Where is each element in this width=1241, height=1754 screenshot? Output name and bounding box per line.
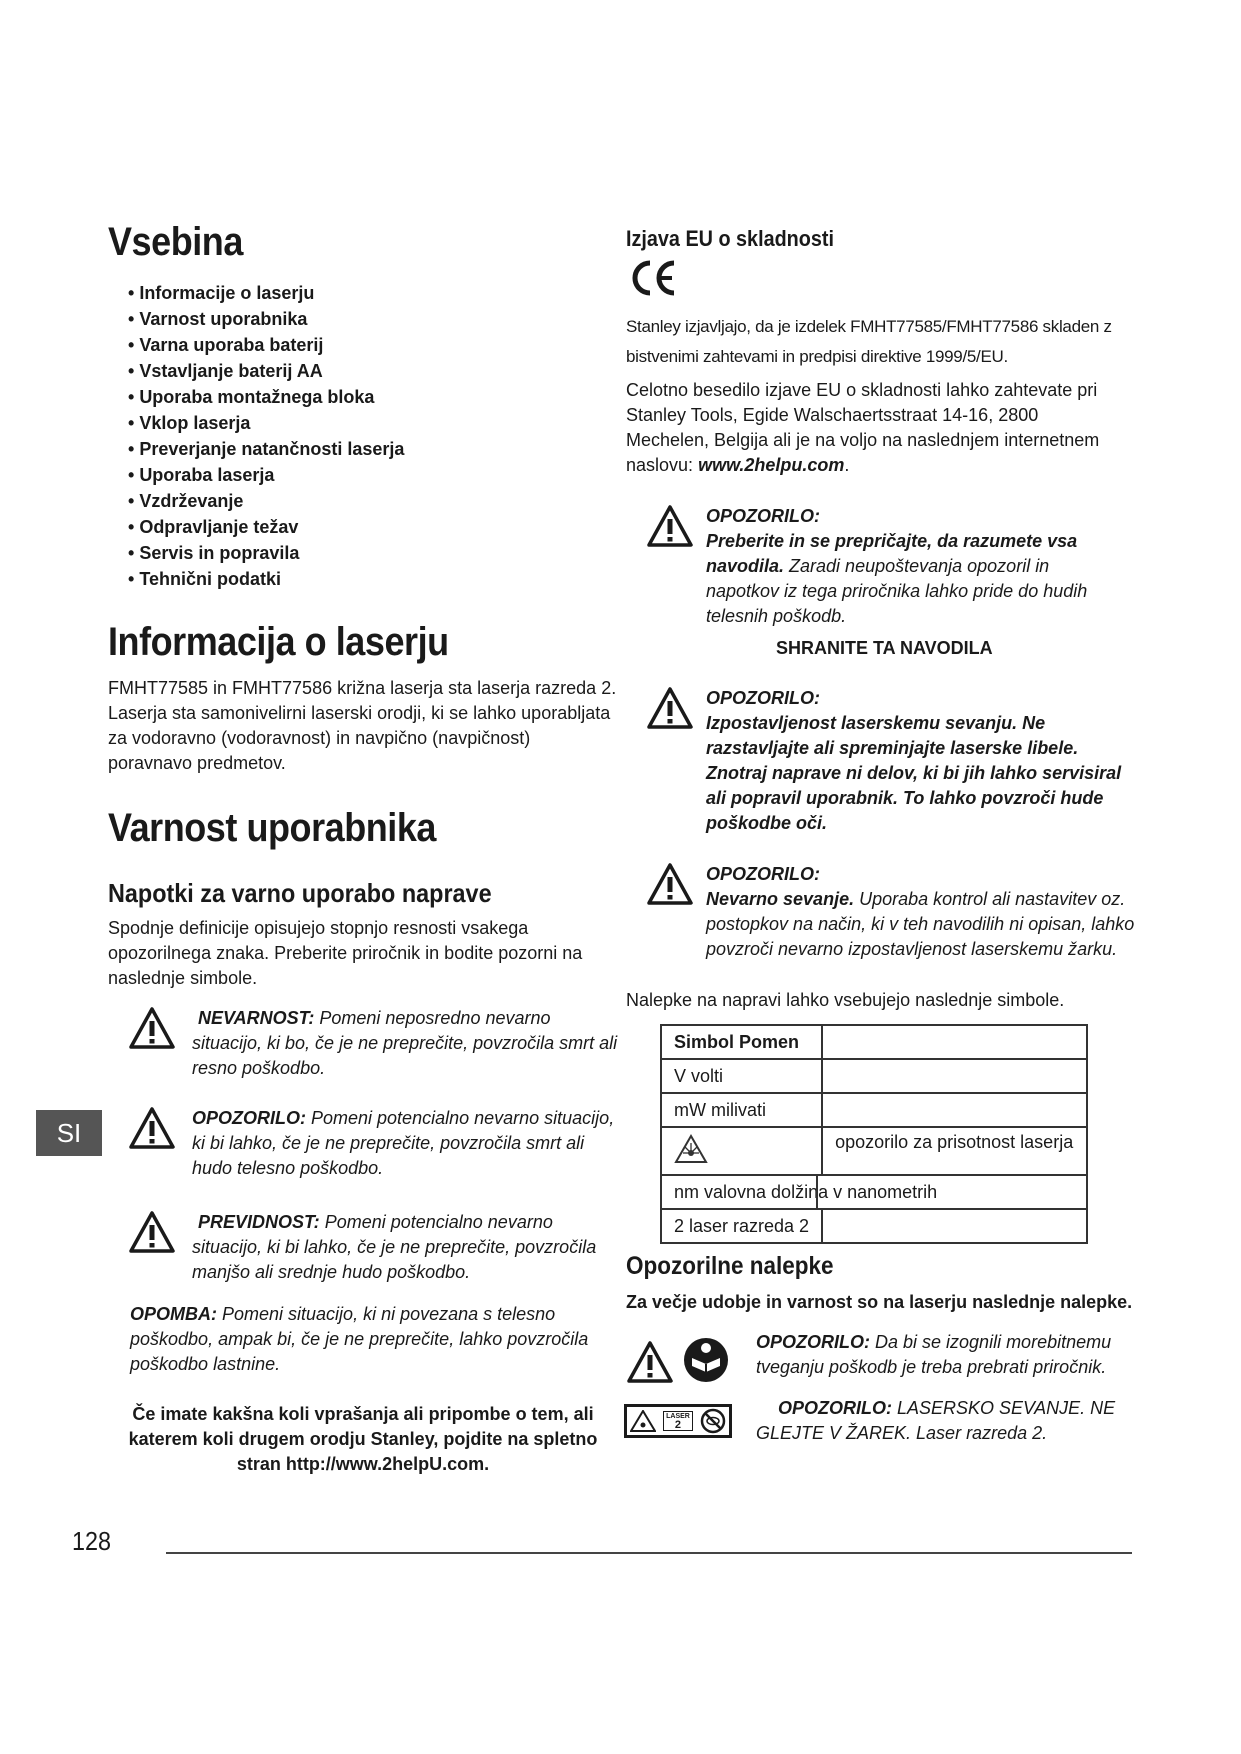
ce-mark-icon <box>630 258 678 298</box>
w1-text: Zaradi neupoštevanja opozoril in napotkov iz tega priročnika lahko pride do hudih telesnih poškodb. <box>706 556 1088 626</box>
table-row <box>661 1127 1087 1175</box>
w1-bold: Preberite in se prepričajte, da razumete vsa navodila. <box>706 531 1078 576</box>
eu-paragraph-2 <box>626 378 1116 478</box>
table-row <box>661 1175 1087 1209</box>
label-2-text <box>756 1396 1126 1446</box>
warning-triangle-icon <box>646 862 694 906</box>
w3-label: OPOZORILO: <box>706 864 820 884</box>
w2-bold: Izpostavljenost laserskemu sevanju. Ne razstavljajte ali spreminjajte laserske libele. Znotraj naprave ni delov, ki bi jih lahko servisiral ali popravil uporabnik. To lahko povzroči hude poškodbe oči. <box>706 713 1122 833</box>
symbol-cell: V volti <box>661 1059 822 1093</box>
toc-list <box>128 280 568 592</box>
caution-text: Pomeni potencialno nevarno situacijo, ki bi lahko, če je ne preprečite, povzročila manjšo ali srednje hudo poškodbo. <box>192 1212 597 1282</box>
warning-laser-exposure <box>646 686 1136 836</box>
symbol-cell: mW milivati <box>661 1093 822 1127</box>
toc-item: • Vstavljanje baterij AA <box>128 358 568 384</box>
label-icons-1 <box>626 1336 730 1389</box>
l1-text: Da bi se izognili morebitnemu tveganju poškodb je treba prebrati priročnik. <box>756 1332 1112 1377</box>
warning-triangle-icon <box>128 1210 176 1254</box>
note-definition <box>130 1302 600 1377</box>
l2-label: OPOZORILO: <box>778 1398 892 1418</box>
warning-label: OPOZORILO: <box>192 1108 306 1128</box>
user-safety-intro: Spodnje definicije opisujejo stopnjo resnosti vsakega opozorilnega znaka. Preberite priročnik in bodite pozorni na naslednje simbole. <box>108 918 583 988</box>
footer-rule <box>166 1552 1132 1554</box>
warning-triangle-icon <box>128 1106 176 1150</box>
warning-text: Pomeni potencialno nevarno situacijo, ki bi lahko, če je ne preprečite, povzročila smrt ali hudo telesno poškodbo. <box>192 1108 615 1178</box>
warning-definition <box>128 1106 620 1181</box>
w3-text: Uporaba kontrol ali nastavitev oz. postopkov na način, ki v teh navodilih ni opisan, lahko povzroči nevarno izpostavljenost laserskemu žarku. <box>706 889 1135 959</box>
table-row <box>661 1093 1087 1127</box>
table-row <box>661 1025 1087 1059</box>
language-tab: SI <box>36 1110 102 1156</box>
laser-warning-icon <box>674 1134 708 1164</box>
symbol-cell <box>661 1127 822 1175</box>
contact-text: Če imate kakšna koli vprašanja ali pripombe o tem, ali katerem koli drugem orodju Stanley, pojdite na spletno stran http://www.2helpU.com. <box>128 1404 598 1474</box>
table-row <box>661 1209 1087 1243</box>
danger-label: NEVARNOST: <box>198 1008 315 1028</box>
labels-intro: Za večje udobje in varnost so na laserju naslednje nalepke. <box>626 1292 1133 1312</box>
w3-bold: Nevarno sevanje. <box>706 889 855 909</box>
eu-title: Izjava EU o skladnosti <box>626 226 834 251</box>
danger-definition <box>128 1006 620 1081</box>
symbol-cell: 2 laser razreda 2 <box>661 1209 822 1243</box>
ce-mark <box>630 258 678 298</box>
symbols-table <box>660 1024 1088 1244</box>
toc-item: • Tehnični podatki <box>128 566 568 592</box>
laser-class-sticker <box>624 1404 732 1438</box>
eu-paragraph-1: Stanley izjavljajo, da je izdelek FMHT77585/FMHT77586 skladen z bistvenimi zahtevami in predpisi direktive 1999/5/EU. <box>626 317 1112 366</box>
toc-item: • Varna uporaba baterij <box>128 332 568 358</box>
toc-item: • Preverjanje natančnosti laserja <box>128 436 568 462</box>
meaning-cell <box>822 1059 1087 1093</box>
note-label: OPOMBA: <box>130 1304 217 1324</box>
caution-definition <box>128 1210 620 1285</box>
toc-item: • Uporaba laserja <box>128 462 568 488</box>
warning-triangle-icon <box>646 504 694 548</box>
eu-url[interactable]: www.2helpu.com <box>698 455 845 475</box>
laser-warning-icon <box>630 1410 656 1432</box>
no-eye-exposure-icon <box>700 1408 726 1434</box>
toc-item: • Vzdrževanje <box>128 488 568 514</box>
danger-text: Pomeni neposredno nevarno situacijo, ki bo, če je ne preprečite, povzročila smrt ali resno poškodbo. <box>192 1008 618 1078</box>
meaning-cell <box>822 1093 1087 1127</box>
laser-class-box <box>663 1411 693 1431</box>
labels-title: Opozorilne nalepke <box>626 1252 834 1280</box>
sticker-laser-text: LASER <box>666 1413 690 1420</box>
user-safety-subtitle: Napotki za varno uporabo naprave <box>108 878 492 908</box>
warning-triangle-icon <box>128 1006 176 1050</box>
eu-url-suffix: . <box>844 455 850 475</box>
l1-label: OPOZORILO: <box>756 1332 870 1352</box>
toc-item: • Uporaba montažnega bloka <box>128 384 568 410</box>
symbol-cell <box>661 1175 1087 1209</box>
laser-info-body: FMHT77585 in FMHT77586 križna laserja sta laserja razreda 2. Laserja sta samonivelirni laserski orodji, ki se lahko uporabljata za vodoravno (vodoravnost) in navpično (navpičnost) poravnavo predmetov. <box>108 678 617 773</box>
toc-item: • Odpravljanje težav <box>128 514 568 540</box>
toc-item: • Informacije o laserju <box>128 280 568 306</box>
save-instructions: SHRANITE TA NAVODILA <box>776 638 993 658</box>
warning-triangle-icon <box>626 1340 674 1384</box>
label-1-text <box>756 1330 1116 1380</box>
toc-item: • Varnost uporabnika <box>128 306 568 332</box>
table-row <box>661 1059 1087 1093</box>
caution-label: PREVIDNOST: <box>198 1212 320 1232</box>
user-safety-title: Varnost uporabnika <box>108 806 436 850</box>
warning-read-instructions <box>646 504 1136 629</box>
eu-paragraph-2-text: Celotno besedilo izjave EU o skladnosti lahko zahtevate pri Stanley Tools, Egide Walschaertsstraat 14-16, 2800 Mechelen, Belgija ali je na voljo na naslednjem internetnem naslovu: <box>626 380 1100 475</box>
w2-label: OPOZORILO: <box>706 688 820 708</box>
toc-item: • Vklop laserja <box>128 410 568 436</box>
toc-title: Vsebina <box>108 220 243 264</box>
read-manual-icon <box>682 1336 730 1384</box>
sticker-class-text: 2 <box>674 1419 682 1431</box>
meaning-cell: opozorilo za prisotnost laserja <box>822 1127 1087 1175</box>
symbol-cell-text: nm valovna dolžina v nanometrih <box>674 1181 938 1202</box>
w1-label: OPOZORILO: <box>706 506 820 526</box>
symbols-header: Simbol Pomen <box>661 1025 822 1059</box>
warning-triangle-icon <box>646 686 694 730</box>
l2-text: LASERSKO SEVANJE. NE GLEJTE V ŽAREK. Laser razreda 2. <box>756 1398 1116 1443</box>
warning-hazardous-radiation <box>646 862 1136 962</box>
symbols-intro: Nalepke na napravi lahko vsebujejo naslednje simbole. <box>626 990 1065 1010</box>
page-number: 128 <box>72 1526 112 1556</box>
toc-item: • Servis in popravila <box>128 540 568 566</box>
laser-info-title: Informacija o laserju <box>108 620 449 664</box>
meaning-cell <box>822 1209 1087 1243</box>
note-text: Pomeni situacijo, ki ni povezana s telesno poškodbo, ampak bi, če je ne preprečite, lahko povzročila poškodbo lastnine. <box>130 1304 589 1374</box>
